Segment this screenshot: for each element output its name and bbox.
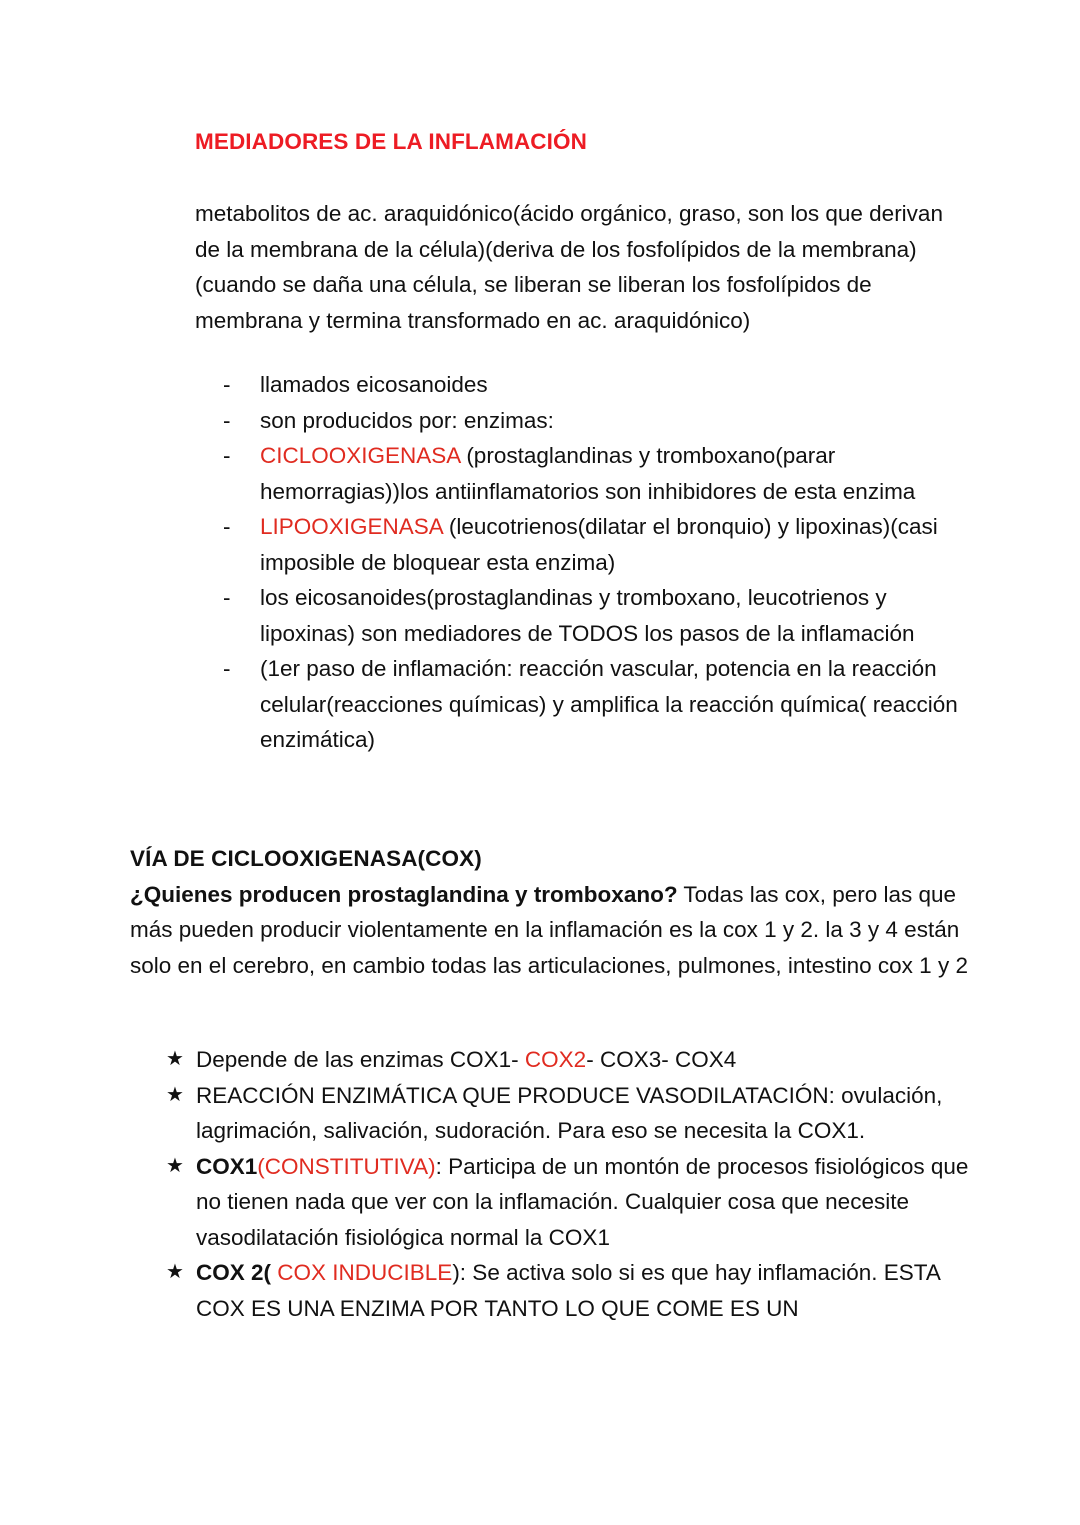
list-item: [166, 1078, 976, 1149]
list-item-red-text: (CONSTITUTIVA): [257, 1153, 436, 1179]
list-item-text: (prostaglandinas y tromboxano(parar hemorragias))los antiinflamatorios son inhibidores de esta enzima: [260, 443, 916, 504]
list-item-red-lead: CICLOOXIGENASA: [260, 443, 461, 468]
star-bullet-icon: ★: [166, 1154, 184, 1177]
section-heading: VÍA DE CICLOOXIGENASA(COX): [130, 846, 482, 871]
list-item-post-text: ): Se activa solo si es que hay inflamación. ESTA COX ES UNA ENZIMA POR TANTO LO QUE COME ES UN: [196, 1260, 940, 1321]
list-item-post-text: - COX3- COX4: [586, 1047, 737, 1072]
list-item: [166, 1042, 976, 1078]
dash-bullet-list: [223, 367, 971, 758]
list-item: [223, 580, 971, 651]
list-item-red-text: COX2: [524, 1047, 587, 1072]
list-item: [166, 1149, 976, 1256]
star-bullet-list: [166, 1042, 976, 1326]
list-item: [166, 1255, 976, 1326]
dash-marker-icon: -: [223, 372, 231, 397]
list-item-text: (leucotrienos(dilatar el bronquio) y lipoxinas)(casi imposible de bloquear esta enzima): [260, 514, 938, 575]
list-item-text: llamados eicosanoides: [260, 372, 488, 397]
page-title: MEDIADORES DE LA INFLAMACIÓN: [195, 129, 587, 154]
list-item: [223, 367, 971, 403]
dash-marker-icon: -: [223, 443, 231, 468]
list-item-post-text: : Participa de un montón de procesos fisiológicos que no tienen nada que ver con la inflamación. Cualquier cosa que necesite vasodilatación fisiológica normal la COX1: [196, 1153, 969, 1250]
list-item-red-lead: LIPOOXIGENASA: [260, 514, 443, 539]
list-item-pre-text: REACCIÓN ENZIMÁTICA QUE PRODUCE VASODILATACIÓN: ovulación, lagrimación, salivación, sudoración. Para eso se necesita la COX1.: [196, 1082, 943, 1143]
dash-marker-icon: -: [223, 514, 231, 539]
list-item-text: son producidos por: enzimas:: [260, 407, 554, 433]
list-item-text: los eicosanoides(prostaglandinas y tromboxano, leucotrienos y lipoxinas) son mediadores de TODOS los pasos de la inflamación: [260, 585, 915, 646]
intro-paragraph: metabolitos de ac. araquidónico(ácido orgánico, graso, son los que derivan de la membrana de la célula)(deriva de los fosfolípidos de la membrana)(cuando se daña una célula, se liberan se liberan los fosfolípidos de membrana y termina transformado en ac. araquidónico): [195, 201, 943, 333]
list-item: [223, 403, 971, 439]
list-item-bold-text: COX1: [196, 1153, 258, 1179]
list-item: [223, 509, 971, 580]
via-paragraph: [130, 877, 970, 984]
star-bullet-icon: ★: [166, 1261, 184, 1283]
dash-marker-icon: -: [223, 407, 231, 433]
list-item-bold-text: COX 2(: [196, 1260, 272, 1285]
via-question: ¿Quienes producen prostaglandina y tromboxano?: [130, 881, 678, 907]
list-item-text: (1er paso de inflamación: reacción vascular, potencia en la reacción celular(reacciones químicas) y amplifica la reacción química( reacción enzimática): [260, 656, 958, 752]
list-item-pre-text: Depende de las enzimas COX1-: [196, 1047, 525, 1072]
list-item: [223, 438, 971, 509]
list-item: [223, 651, 971, 758]
dash-marker-icon: -: [223, 585, 231, 610]
star-bullet-icon: ★: [166, 1083, 184, 1106]
via-section: [130, 841, 970, 983]
list-item-red-text: COX INDUCIBLE: [271, 1260, 453, 1285]
via-answer: Todas las cox, pero las que más pueden producir violentamente en la inflamación es la cox 1 y 2. la 3 y 4 están solo en el cerebro, en cambio todas las articulaciones, pulmones, intestino cox 1 y 2: [130, 881, 968, 978]
star-bullet-icon: ★: [166, 1048, 184, 1070]
dash-marker-icon: -: [223, 656, 231, 681]
